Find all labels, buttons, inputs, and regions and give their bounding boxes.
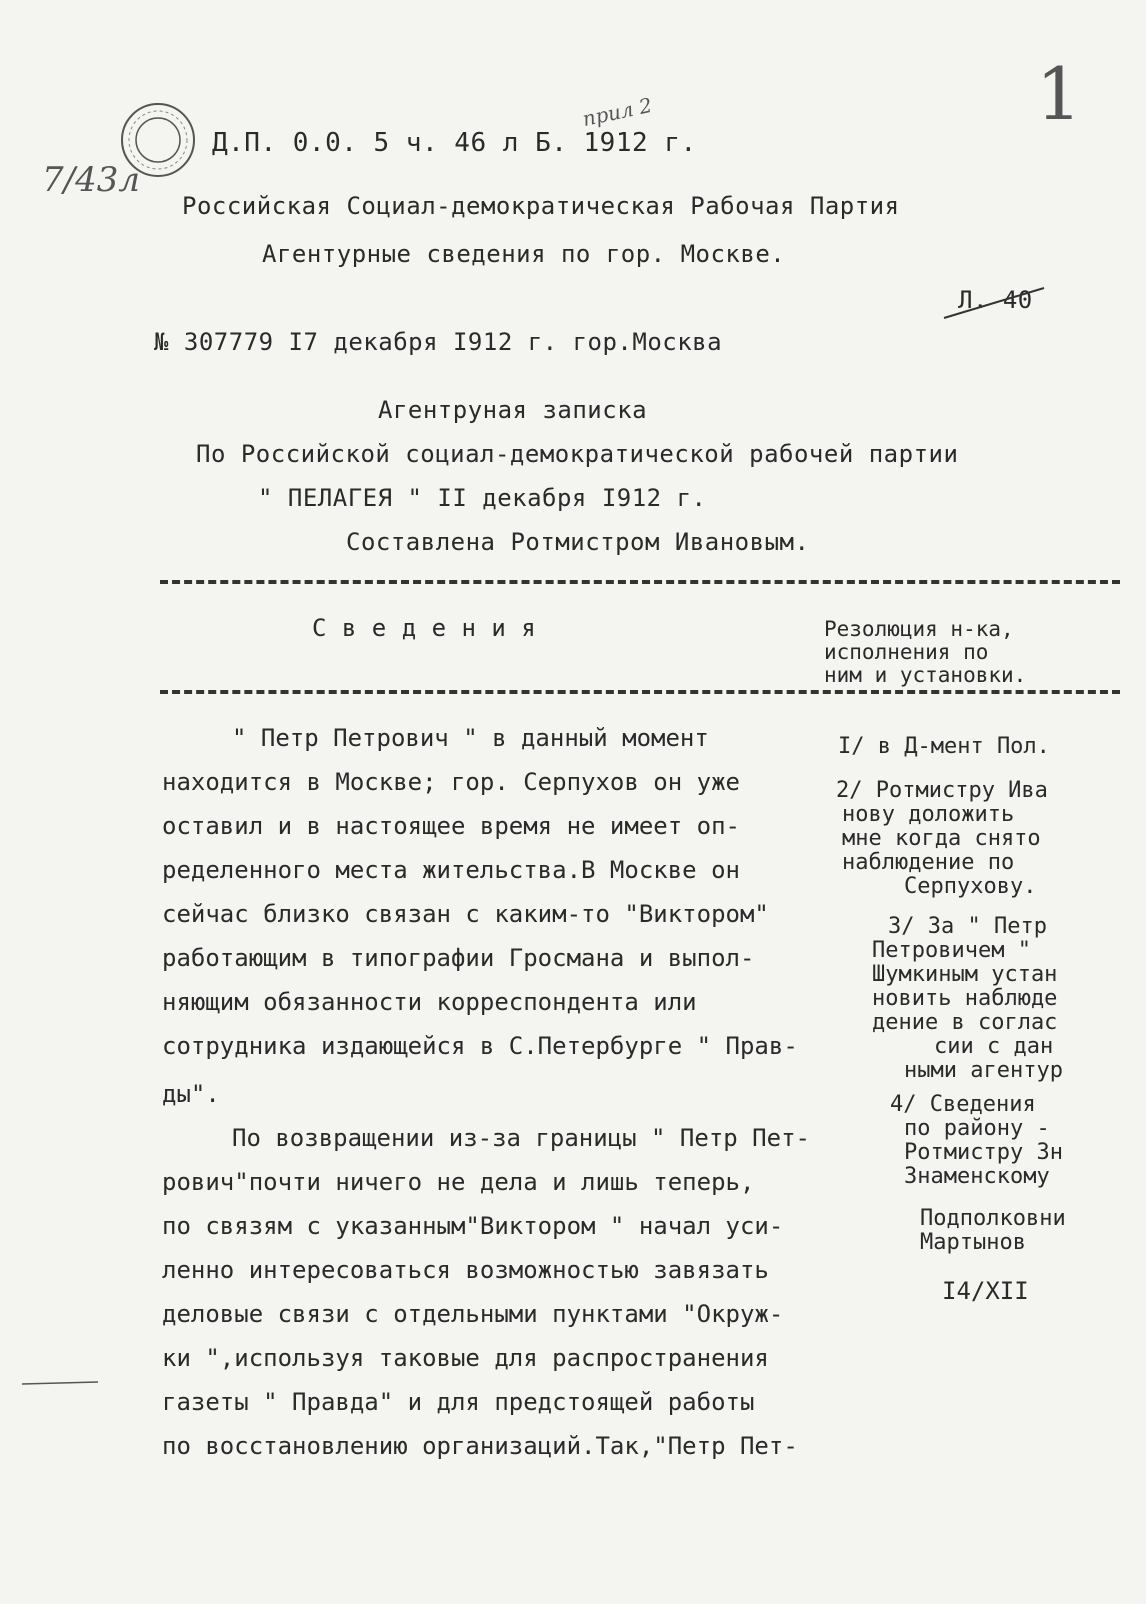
body-line: находится в Москве; гор. Серпухов он уже	[162, 768, 740, 796]
resolution-item-3: ными агентур	[904, 1058, 1063, 1083]
page-number: 1	[1036, 52, 1082, 136]
body-line: По возвращении из-за границы " Петр Пет-	[232, 1124, 810, 1152]
signature: Мартынов	[920, 1230, 1026, 1255]
right-header-line: ним и установки.	[824, 663, 1027, 687]
body-line: ределенного места жительства.В Москве он	[162, 856, 740, 884]
body-line: сотрудника издающейся в С.Петербурге " Прав-	[162, 1032, 798, 1060]
resolution-item-4: Знаменскому	[904, 1164, 1050, 1189]
left-column-header: С в е д е н и я	[312, 614, 537, 642]
body-line: рович"почти ничего не дела и лишь теперь,	[162, 1168, 755, 1196]
right-column-header	[824, 618, 1026, 687]
signature: Подполковни	[920, 1206, 1066, 1231]
resolution-item-2: 2/ Ротмистру Ива	[836, 778, 1048, 803]
subtitle: Агентурные сведения по гор. Москве.	[262, 240, 786, 268]
right-header-line: исполнения по	[824, 640, 989, 664]
body-line: ды".	[162, 1080, 220, 1108]
resolution-item-2: Серпухову.	[904, 874, 1037, 899]
body-line: газеты " Правда" и для предстоящей работы	[162, 1388, 755, 1416]
archive-stamp-icon	[118, 100, 198, 180]
body-line: сейчас близко связан с каким-то "Виктором"	[162, 900, 769, 928]
resolution-item-4: 4/ Сведения	[890, 1092, 1036, 1117]
resolution-item-3: Петровичем "	[872, 938, 1031, 963]
body-line: работающим в типографии Гросмана и выпол-	[162, 944, 755, 972]
body-line: по восстановлению организаций.Так,"Петр Пет-	[162, 1432, 798, 1460]
sheet-number: Л. 40	[958, 286, 1033, 314]
body-line: ленно интересоваться возможностью завязать	[162, 1256, 769, 1284]
divider-top	[160, 580, 1120, 584]
party-title: Российская Социал-демократическая Рабочая Партия	[182, 192, 900, 220]
resolution-item-3: дение в соглас	[872, 1010, 1058, 1035]
right-header-line: Резолюция н-ка,	[824, 617, 1014, 641]
resolution-item-3: сии с дан	[934, 1034, 1054, 1059]
resolution-item-2: мне когда снято	[842, 826, 1041, 851]
resolution-item-4: по району -	[904, 1116, 1050, 1141]
body-line: ки ",используя таковые для распространения	[162, 1344, 769, 1372]
body-line: деловые связи с отдельными пунктами "Окруж-	[162, 1300, 784, 1328]
compiled-by: Составлена Ротмистром Ивановым.	[346, 528, 810, 556]
source-line: " ПЕЛАГЕЯ " II декабря I912 г.	[258, 484, 707, 512]
resolution-item-3: новить наблюде	[872, 986, 1058, 1011]
resolution-item-2: нову доложить	[842, 802, 1015, 827]
divider-bottom	[160, 690, 1120, 694]
file-reference: Д.П. 0.0. 5 ч. 46 л Б. 1912 г.	[212, 128, 697, 158]
resolution-item-3: 3/ За " Петр	[888, 914, 1047, 939]
archive-mark: 7/43л	[42, 160, 140, 200]
body-line: по связям с указанным"Виктором " начал уси-	[162, 1212, 784, 1240]
body-line: няющим обязанности корреспондента или	[162, 988, 697, 1016]
margin-stroke-icon	[20, 1378, 100, 1388]
number-line: № 307779 I7 декабря I912 г. гор.Москва	[154, 328, 723, 356]
note-title: Агентруная записка	[378, 396, 648, 424]
resolution-item-2: наблюдение по	[842, 850, 1015, 875]
body-line: " Петр Петрович " в данный момент	[232, 724, 709, 752]
resolution-date: I4/XII	[942, 1277, 1029, 1305]
resolution-item-4: Ротмистру Зн	[904, 1140, 1063, 1165]
body-line: оставил и в настоящее время не имеет оп-	[162, 812, 740, 840]
strike-mark-icon	[940, 284, 1050, 324]
note-party: По Российской социал-демократической рабочей партии	[196, 440, 959, 468]
resolution-item-3: Шумкиным устан	[872, 962, 1058, 987]
resolution-item-1: I/ в Д-мент Пол.	[838, 734, 1050, 759]
stamp-annotation: прил 2	[580, 92, 655, 132]
